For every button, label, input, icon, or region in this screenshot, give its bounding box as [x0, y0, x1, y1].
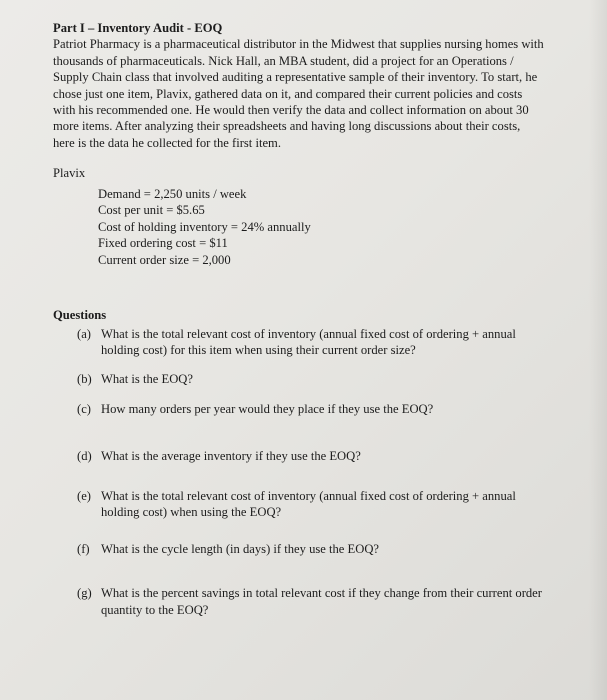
item-name: Plavix [53, 166, 86, 181]
question-label: (a) [77, 327, 91, 342]
section-title: Part I – Inventory Audit - EOQ [53, 21, 223, 35]
question-label: (c) [77, 402, 91, 417]
question-label: (g) [77, 586, 92, 601]
question-c [77, 401, 588, 417]
question-text: What is the EOQ? [101, 371, 193, 386]
fact-demand: Demand = 2,250 units / week [98, 186, 247, 201]
item-facts [98, 186, 588, 269]
question-label: (d) [77, 448, 92, 463]
question-text: What is the percent savings in total relevant cost if they change from their current order [101, 586, 542, 601]
question-label: (e) [77, 489, 91, 504]
question-f [77, 541, 588, 557]
fact-order-size: Current order size = 2,000 [98, 253, 231, 268]
document-content [53, 20, 588, 618]
question-text: holding cost) for this item when using their current order size? [101, 343, 416, 358]
intro-line: Patriot Pharmacy is a pharmaceutical distributor in the Midwest that supplies nursing homes with [53, 37, 544, 52]
question-a [77, 326, 588, 359]
fact-ordering-cost: Fixed ordering cost = $11 [98, 236, 228, 251]
intro-line: thousands of pharmaceuticals. Nick Hall, an MBA student, did a project for an Operations / [53, 53, 514, 68]
intro-paragraph [53, 36, 588, 151]
question-b [77, 371, 588, 387]
question-g [77, 585, 588, 618]
intro-line: with his recommended one. He would then verify the data and collect information on about 30 [53, 103, 529, 118]
intro-line: more items. After analyzing their spreadsheets and having long discussions about their costs, [53, 119, 521, 134]
question-label: (f) [77, 541, 90, 556]
page-shadow [589, 0, 607, 700]
question-e [77, 488, 588, 521]
fact-holding-cost: Cost of holding inventory = 24% annually [98, 219, 311, 234]
question-label: (b) [77, 371, 92, 386]
question-text: What is the cycle length (in days) if they use the EOQ? [101, 541, 380, 556]
question-text: holding cost) when using the EOQ? [101, 505, 282, 520]
intro-line: Supply Chain class that involved auditing a representative sample of their inventory. To start, he [53, 70, 538, 85]
intro-line: chose just one item, Plavix, gathered data on it, and compared their current policies and costs [53, 86, 523, 101]
question-text: What is the average inventory if they use the EOQ? [101, 448, 361, 463]
question-text: What is the total relevant cost of inventory (annual fixed cost of ordering + annual [101, 489, 516, 504]
fact-cost-per-unit: Cost per unit = $5.65 [98, 203, 205, 218]
question-text: What is the total relevant cost of inventory (annual fixed cost of ordering + annual [101, 327, 516, 342]
question-text: quantity to the EOQ? [101, 602, 209, 617]
questions-title: Questions [53, 307, 107, 322]
intro-line: here is the data he collected for the first item. [53, 135, 281, 150]
question-text: How many orders per year would they place if they use the EOQ? [101, 402, 434, 417]
question-d [77, 448, 588, 464]
